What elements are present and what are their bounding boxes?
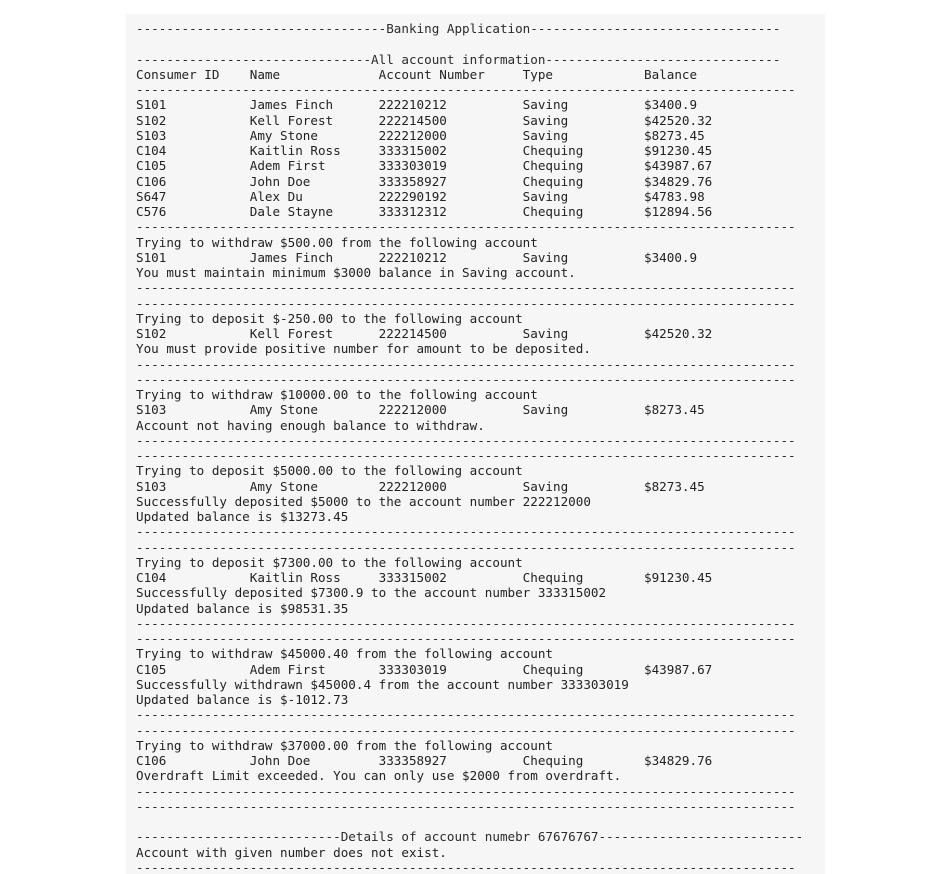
console-line: Trying to deposit $7300.00 to the following account (136, 554, 523, 570)
console-divider-line: --------------------------------------------------------------------------------------- (136, 448, 796, 463)
console-divider-line: --------------------------------------------------------------------------------------- (136, 219, 796, 235)
console-output-panel (126, 14, 825, 874)
console-line: ---------------------------Details of account numebr 67676767--------------------------- (136, 829, 804, 845)
console-line: You must maintain minimum $3000 balance in Saving account. (136, 265, 576, 280)
console-divider-line: --------------------------------------------------------------------------------------- (136, 859, 796, 874)
console-line: You must provide positive number for amount to be deposited. (136, 341, 591, 357)
console-line: S103 Amy Stone 222212000 Saving $8273.45 (136, 478, 705, 494)
console-line: Successfully deposited $5000 to the account number 222212000 (136, 493, 591, 509)
console-line: S102 Kell Forest 222214500 Saving $42520.32 (136, 112, 713, 128)
console-line: Updated balance is $13273.45 (136, 509, 349, 524)
console-line: Successfully deposited $7300.9 to the account number 333315002 (136, 585, 607, 601)
console-line: Trying to withdraw $500.00 from the following account (136, 234, 538, 250)
console-line: S102 Kell Forest 222214500 Saving $42520.32 (136, 326, 713, 341)
console-line: S103 Amy Stone 222212000 Saving $8273.45 (136, 402, 705, 418)
console-blank-line (136, 36, 825, 51)
console-line: Successfully withdrawn $45000.4 from the account number 333303019 (136, 676, 629, 692)
console-divider-line: --------------------------------------------------------------------------------------- (136, 371, 796, 387)
console-line: C105 Adem First 333303019 Chequing $43987.67 (136, 158, 713, 174)
console-line: C104 Kaitlin Ross 333315002 Chequing $91230.45 (136, 570, 713, 585)
console-line: Trying to withdraw $37000.00 from the following account (136, 737, 554, 753)
console-divider-line: --------------------------------------------------------------------------------------- (136, 722, 796, 738)
console-line: C105 Adem First 333303019 Chequing $43987.67 (136, 661, 713, 677)
console-divider-line: --------------------------------------------------------------------------------------- (136, 631, 796, 646)
console-line: C106 John Doe 333358927 Chequing $34829.76 (136, 753, 713, 768)
console-divider-line: --------------------------------------------------------------------------------------- (136, 524, 796, 540)
console-divider-line: --------------------------------------------------------------------------------------- (136, 798, 796, 814)
console-line: Trying to withdraw $10000.00 to the following account (136, 387, 538, 402)
console-line: Trying to withdraw $45000.40 from the following account (136, 646, 554, 662)
console-line: Account with given number does not exist. (136, 844, 447, 860)
console-divider-line: --------------------------------------------------------------------------------------- (136, 615, 796, 631)
console-line: Consumer ID Name Account Number Type Balance (136, 66, 698, 82)
console-blank-line (136, 814, 825, 829)
console-line: C576 Dale Stayne 333312312 Chequing $12894.56 (136, 204, 713, 219)
console-divider-line: --------------------------------------------------------------------------------------- (136, 280, 796, 296)
console-line: S101 James Finch 222210212 Saving $3400.9 (136, 249, 698, 265)
console-line: Trying to deposit $5000.00 to the following account (136, 463, 523, 479)
console-divider-line: --------------------------------------------------------------------------------------- (136, 783, 796, 799)
console-line: -------------------------------All account information------------------------------- (136, 51, 781, 67)
console-divider-line: --------------------------------------------------------------------------------------- (136, 432, 796, 448)
console-line: Account not having enough balance to withdraw. (136, 417, 485, 433)
console-line: Updated balance is $98531.35 (136, 600, 349, 616)
console-divider-line: --------------------------------------------------------------------------------------- (136, 295, 796, 311)
console-line: ---------------------------------Banking Application--------------------------------- (136, 21, 781, 36)
console-divider-line: --------------------------------------------------------------------------------------- (136, 539, 796, 555)
console-line: Updated balance is $-1012.73 (136, 692, 349, 707)
console-line: S103 Amy Stone 222212000 Saving $8273.45 (136, 127, 705, 143)
console-line: Overdraft Limit exceeded. You can only use $2000 from overdraft. (136, 768, 622, 784)
console-divider-line: --------------------------------------------------------------------------------------- (136, 356, 796, 372)
console-line: C104 Kaitlin Ross 333315002 Chequing $91230.45 (136, 143, 713, 158)
console-text (126, 14, 825, 874)
console-line: C106 John Doe 333358927 Chequing $34829.76 (136, 173, 713, 189)
console-line: S101 James Finch 222210212 Saving $3400.9 (136, 97, 698, 113)
console-line: Trying to deposit $-250.00 to the following account (136, 310, 523, 326)
console-line: S647 Alex Du 222290192 Saving $4783.98 (136, 188, 705, 204)
console-divider-line: --------------------------------------------------------------------------------------- (136, 82, 796, 97)
console-divider-line: --------------------------------------------------------------------------------------- (136, 707, 796, 723)
